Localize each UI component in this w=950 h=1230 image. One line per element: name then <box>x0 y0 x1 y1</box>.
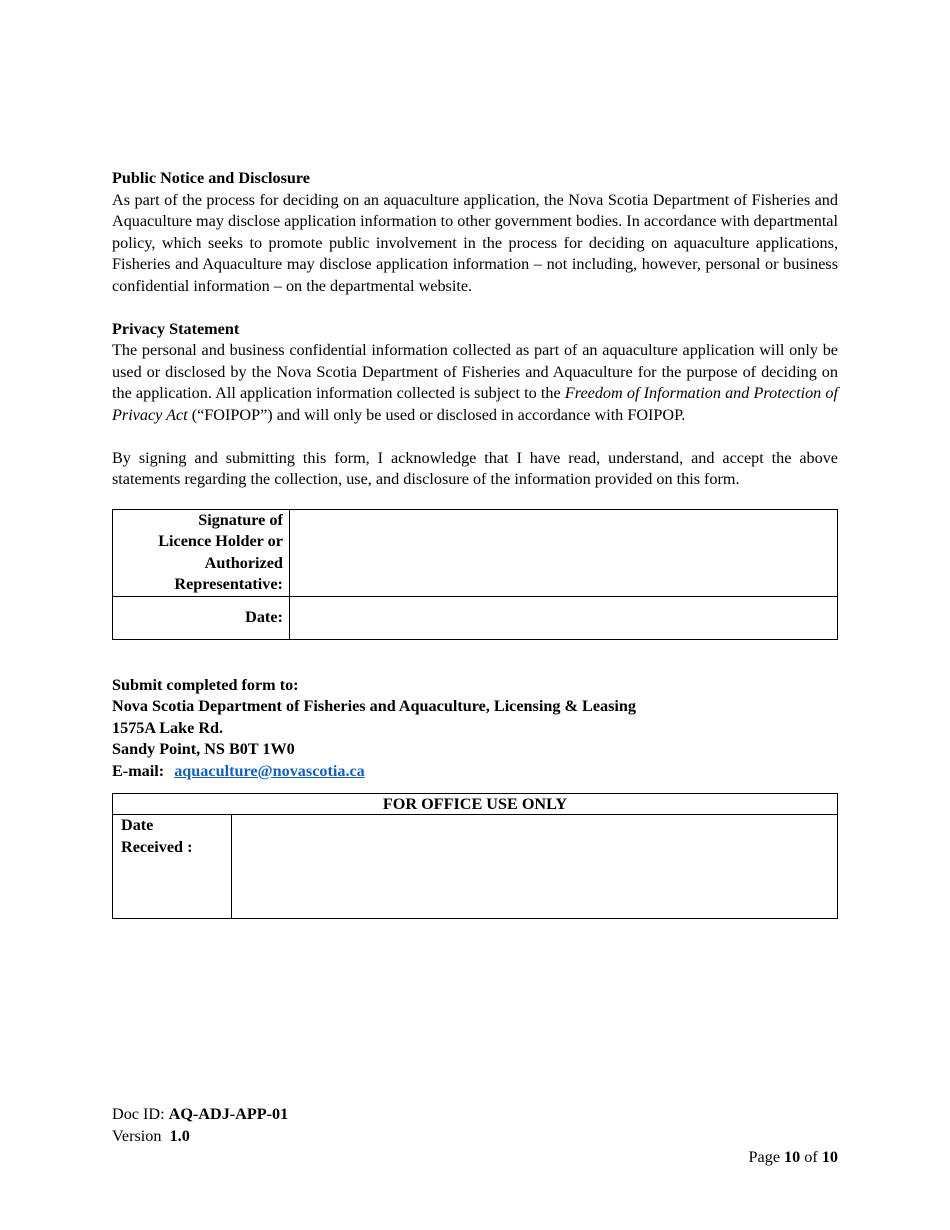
doc-id-line: Doc ID: AQ-ADJ-APP-01 <box>112 1105 289 1123</box>
version-number: 1.0 <box>169 1126 190 1145</box>
foipop-act-name: Freedom of Information and Protection of Privacy Act <box>112 384 838 424</box>
submit-intro: Submit completed form to: <box>112 675 299 694</box>
public-notice-heading: Public Notice and Disclosure <box>112 169 310 187</box>
office-use-title: FOR OFFICE USE ONLY <box>113 794 838 815</box>
office-use-table <box>112 793 838 919</box>
privacy-body: The personal and business confidential information collected as part of an aquaculture application will only be used or disclosed by the Nova Scotia Department of Fisheries and Aquaculture for the purpose of deciding on the application. All application information collected is subject to the Freedom of Information and Protection of Privacy Act (“FOIPOP”) and will only be used or disclosed in accordance with FOIPOP. <box>112 341 838 424</box>
doc-id: AQ-ADJ-APP-01 <box>168 1105 289 1123</box>
date-label: Date: <box>113 596 290 639</box>
acknowledgement-text: By signing and submitting this form, I acknowledge that I have read, understand, and accept the above statements regarding the collection, use, and disclosure of the information provided on this form. <box>112 448 838 488</box>
privacy-heading: Privacy Statement <box>112 319 240 338</box>
date-field[interactable] <box>289 596 837 639</box>
footer-doc-info <box>112 1104 288 1147</box>
submit-city: Sandy Point, NS B0T 1W0 <box>112 740 295 758</box>
submit-address <box>112 675 838 783</box>
email-link[interactable]: aquaculture@novascotia.ca <box>174 761 365 780</box>
signature-field[interactable] <box>289 509 837 596</box>
date-received-label: Date Received : <box>113 815 232 919</box>
signature-label: Signature of Licence Holder or Authorized Representative: <box>113 509 290 596</box>
signature-table <box>112 509 838 640</box>
submit-department: Nova Scotia Department of Fisheries and Aquaculture, Licensing & Leasing <box>112 697 636 715</box>
public-notice-body: As part of the process for deciding on an aquaculture application, the Nova Scotia Department of Fisheries and Aquaculture may disclose application information to other government bodies. In accordance with departmental policy, which seeks to promote public involvement in the process for deciding on aquaculture applications, Fisheries and Aquaculture may disclose application information – not including, however, personal or business confidential information – on the departmental website. <box>112 190 838 295</box>
page-number: Page 10 of 10 <box>748 1148 838 1166</box>
document-body <box>112 168 838 919</box>
submit-street: 1575A Lake Rd. <box>112 718 224 737</box>
date-received-field[interactable] <box>232 815 838 919</box>
version-line: Version 1.0 <box>112 1126 190 1145</box>
email-label: E-mail: <box>112 761 165 780</box>
submit-email-line <box>112 761 838 783</box>
